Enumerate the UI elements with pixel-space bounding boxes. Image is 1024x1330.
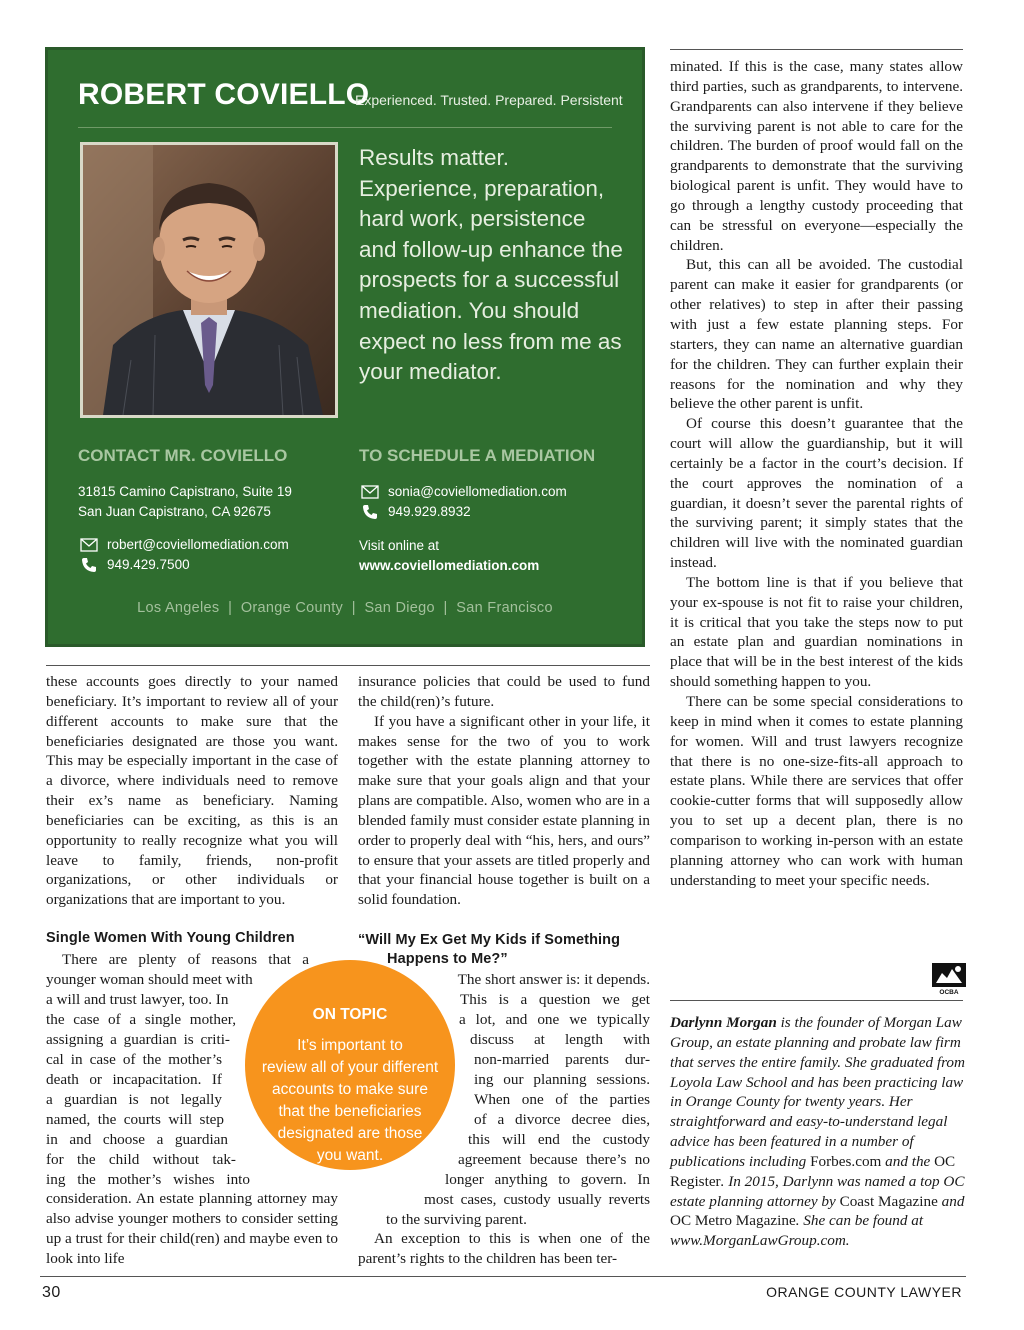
- envelope-icon: [361, 485, 379, 499]
- bio-text: and: [937, 1192, 965, 1210]
- ad-email-link[interactable]: robert@coviellomediation.com: [107, 537, 289, 552]
- ad-tagline: Experienced. Trusted. Prepared. Persistent: [355, 92, 623, 108]
- mediator-advertisement: [45, 47, 645, 647]
- column-2-top: [358, 672, 650, 910]
- text-line: a will and trust lawyer, too. In: [46, 991, 229, 1008]
- ad-name: ROBERT COVIELLO: [78, 78, 370, 111]
- text-line: to the surviving parent.: [386, 1211, 527, 1228]
- column-1-top: [46, 672, 338, 910]
- text-line: for the child without tak-: [46, 1151, 236, 1168]
- text-line: assigning a guardian is criti-: [46, 1031, 230, 1048]
- text-line: death or incapacitation. If: [46, 1071, 222, 1088]
- page-number: 30: [42, 1284, 61, 1301]
- text-line: a guardian is not legally: [46, 1091, 222, 1108]
- ad-cities: Los Angeles | Orange County | San Diego | San Francisco: [137, 600, 553, 616]
- text-line: ing our planning sessions.: [474, 1071, 650, 1088]
- rule-under-ad: [46, 665, 650, 666]
- text-line: longer anything to govern. In: [445, 1171, 650, 1188]
- bio-text: . In 2015, Darlynn was named a top OC estate planning attorney by: [670, 1172, 965, 1210]
- text-line: this will end the custody: [468, 1131, 650, 1148]
- paragraph: Of course this doesn’t guarantee that the court will allow the guardianship, but it will certainly be a factor in the court’s decision. If the court approves the nomination of a guardian, it doesn’t sever the parental rights of the surviving parent; it simply states that the children will live with the nominated guardian instead.: [670, 415, 963, 572]
- text-line: When one of the parties: [474, 1091, 650, 1108]
- text-line: in and choose a guardian: [46, 1131, 228, 1148]
- text-line: This is a question we get: [460, 991, 650, 1008]
- column-3: [670, 57, 963, 890]
- paragraph: But, this can all be avoided. The custodial parent can make it easier for grandparents (or other relatives) to step in after their passing with just a few estate planning steps. For starters, they can name an alternative guardian for the children. They can further explain their reasons for the nomination and why they believe the other parent is unfit.: [670, 256, 963, 413]
- text-line: most cases, custody usually reverts: [424, 1191, 650, 1208]
- callout-line: designated are those: [277, 1125, 423, 1142]
- text-line: the case of a single mother,: [46, 1011, 236, 1028]
- callout-line: that the beneficiaries: [278, 1103, 422, 1120]
- text-line: named, the courts will step: [46, 1111, 224, 1128]
- envelope-icon: [80, 538, 98, 552]
- text-line: ing the mother’s wishes into: [46, 1171, 250, 1188]
- text-line: non-married parents dur-: [474, 1051, 650, 1068]
- on-topic-callout: [245, 960, 455, 1170]
- bio-rule: [670, 1000, 963, 1001]
- ad-contact-heading: CONTACT MR. COVIELLO: [78, 446, 288, 465]
- heading-will-my-ex-line2: Happens to Me?”: [387, 951, 508, 967]
- paragraph: insurance policies that could be used to fund the child(ren)’s future.: [358, 673, 650, 710]
- text-line: The short answer is: it depends.: [457, 971, 650, 988]
- text-line: discuss at length with: [470, 1031, 650, 1048]
- callout-line: you want.: [316, 1147, 384, 1164]
- portrait-illustration: [83, 145, 335, 415]
- ocba-label: OCBA: [939, 989, 959, 995]
- publication-forbes: Forbes.com: [810, 1152, 882, 1170]
- column-2-bottom: [358, 1229, 650, 1269]
- callout-line: review all of your different: [261, 1059, 439, 1076]
- paragraph: There can be some special considerations to keep in mind when it comes to estate planning for women. Will and trust lawyers recognize that there is no one-size-fits-all approach to estate plans. While there are services that offer cookie-cutter forms that will supposedly allow you to set up a decent plan, there is no comparison to working in-person with an estate planning attorney who can work with human understanding to meet your specific needs.: [670, 693, 963, 889]
- callout-heading: ON TOPIC: [312, 1006, 388, 1023]
- top-rule-right-column: [670, 49, 963, 50]
- text-line: cal in case of the mother’s: [46, 1051, 222, 1068]
- publication-coast-magazine: Coast Magazine: [839, 1192, 938, 1210]
- bio-text: and the: [881, 1152, 935, 1170]
- footer-rule: [40, 1276, 966, 1277]
- ad-phone[interactable]: 949.429.7500: [107, 557, 190, 572]
- text-line: agreement because there’s no: [458, 1151, 650, 1168]
- publication-oc-metro: OC Metro Magazine: [670, 1212, 796, 1230]
- heading-single-women: Single Women With Young Children: [46, 930, 295, 946]
- paragraph: these accounts goes directly to your named beneficiary. It’s important to review all of your different accounts to make sure that the beneficiaries designated are those you want. This may be especially important in the case of a divorce, where individuals need to remove their ex’s name as beneficiary. Naming beneficiaries can be exciting, as this is an opportunity to really recognize what you will leave to family, friends, non-profit organizations, or other individuals or organizations that are important to you.: [46, 673, 338, 909]
- text-line: younger woman should meet with: [46, 971, 253, 988]
- text-line: There are plenty of reasons that a: [62, 951, 309, 968]
- ocba-logo-icon: [932, 963, 966, 995]
- portrait-photo: [80, 142, 338, 418]
- paragraph: An exception to this is when one of the parent’s rights to the children has been ter-: [358, 1230, 650, 1267]
- callout-line: It’s important to: [297, 1037, 403, 1054]
- ad-schedule-heading: TO SCHEDULE A MEDIATION: [359, 446, 596, 465]
- paragraph: The bottom line is that if you believe that your ex-spouse is not fit to raise your children, it is critical that you take the steps now to put an estate plan and guardian nominations in place that will be in the best interest of the kids should something happen to you.: [670, 573, 963, 691]
- ad-divider: [78, 127, 612, 128]
- bio-text: . She can be found at www.MorganLawGroup.com.: [670, 1212, 924, 1250]
- column-1-bottom: [46, 1189, 338, 1268]
- ad-website-link[interactable]: www.coviellomediation.com: [359, 558, 540, 573]
- publication-oc-register: OC Register: [670, 1152, 956, 1190]
- callout-body: [245, 1035, 455, 1167]
- text-line: a lot, and one we typically: [459, 1011, 650, 1028]
- paragraph: consideration. An estate planning attorney may also advise younger mothers to consider setting up a trust for their child(ren) and maybe even to look into life: [46, 1190, 338, 1267]
- ad-address-line2: San Juan Capistrano, CA 92675: [78, 504, 271, 519]
- ad-schedule-email-link[interactable]: sonia@coviellomediation.com: [388, 484, 567, 499]
- ad-address-line1: 31815 Camino Capistrano, Suite 19: [78, 484, 292, 499]
- bio-text: is the founder of Morgan Law Group, an estate planning and probate law firm that serves the entire family. She graduated from Loyola Law School and has been practicing law in Orange County for twenty years. Her straightforward and easy-to-understand legal advice has been featured in a number of publications including: [670, 1014, 965, 1170]
- text-line: of a divorce decree dies,: [474, 1111, 650, 1128]
- phone-icon: [81, 557, 97, 573]
- ad-visit-label: Visit online at: [359, 538, 440, 553]
- paragraph: If you have a significant other in your life, it makes sense for the two of you to work together with the estate planning attorney to make sure that your goals align and that your plans are compatible. Also, women who are in a blended family must consider estate planning in order to properly deal with “his, hers, and ours” to ensure that your assets are titled properly and that your financial house together is built on a solid foundation.: [358, 712, 650, 909]
- publication-name: ORANGE COUNTY LAWYER: [766, 1284, 962, 1300]
- author-name: Darlynn Morgan: [670, 1014, 777, 1031]
- heading-will-my-ex: “Will My Ex Get My Kids if Something: [358, 932, 621, 948]
- ad-schedule-phone[interactable]: 949.929.8932: [388, 504, 471, 519]
- callout-line: accounts to make sure: [272, 1081, 428, 1098]
- paragraph: minated. If this is the case, many states allow third parties, such as grandparents, to intervene. Grandparents can also intervene if they believe the surviving parent is not able to care for the children. The burden of proof would fall on the grandparents to demonstrate that the surviving biological parent is unfit. They would have to go through a lengthy custody proceeding that can be stressful on everyone—especially the children.: [670, 58, 963, 254]
- author-bio: [670, 1013, 966, 1251]
- ad-mediation-statement: Results matter. Experience, preparation, hard work, persistence and follow-up enhance the prospects for a successful mediation. You should expect no less from me as your mediator.: [359, 145, 623, 385]
- phone-icon: [362, 504, 378, 520]
